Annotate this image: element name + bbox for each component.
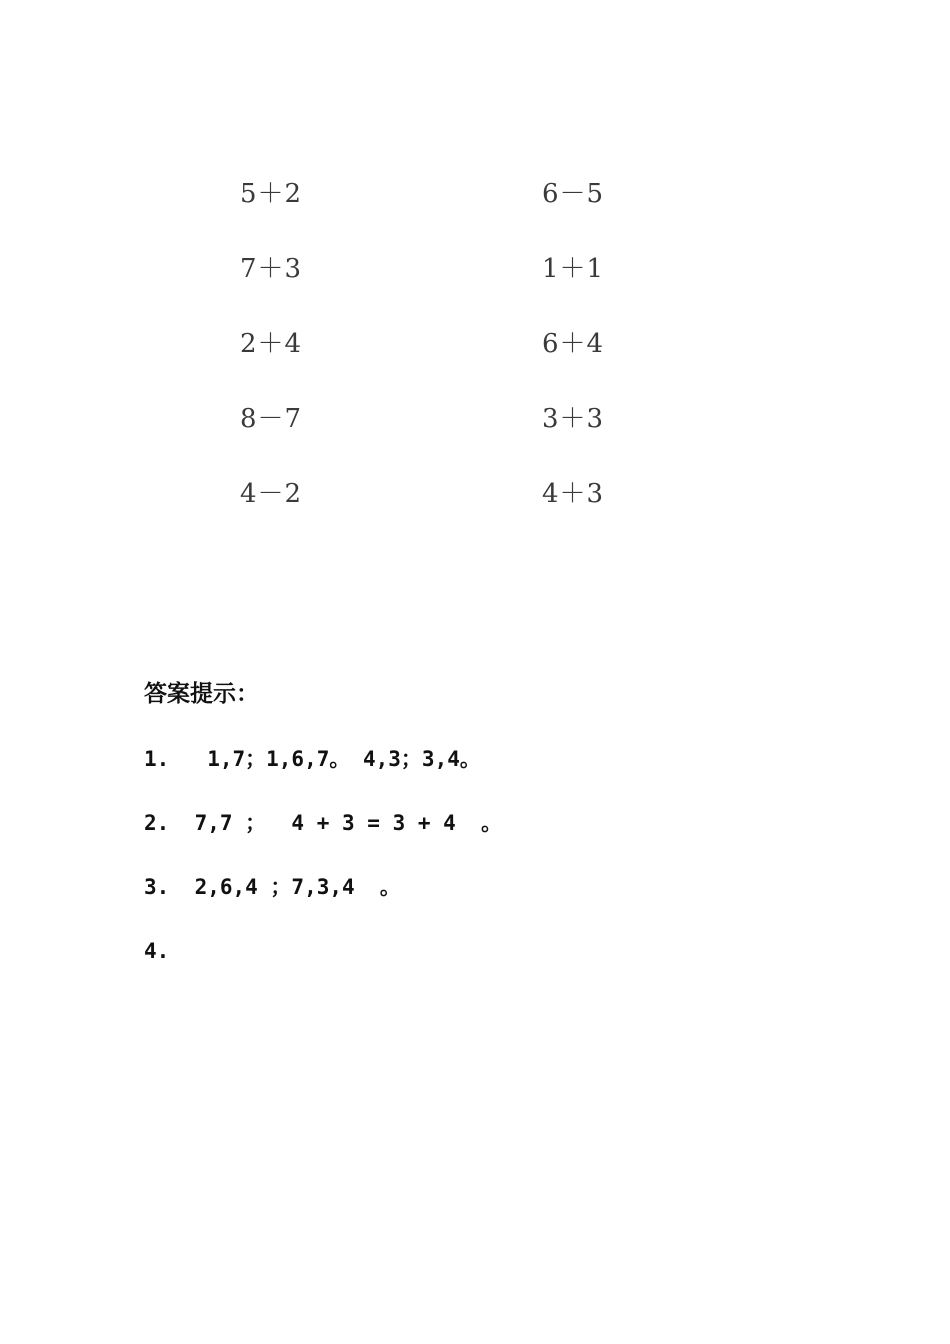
answer-section-title: 答案提示： <box>144 681 259 707</box>
answer-line-2: 2. 7,7 ； 4 + 3 = 3 + 4 。 <box>144 811 503 835</box>
expression-left: 2＋4 <box>240 329 303 359</box>
expression-row <box>240 322 660 397</box>
expression-left: 5＋2 <box>240 179 303 209</box>
expression-right: 6＋4 <box>542 329 605 359</box>
expression-row <box>240 247 660 322</box>
expression-row <box>240 397 660 472</box>
expression-right: 3＋3 <box>542 404 605 434</box>
expression-right: 4＋3 <box>542 479 605 509</box>
answer-line-1: 1. 1,7；1,6,7。 4,3；3,4。 <box>144 747 481 771</box>
expression-row <box>240 472 660 547</box>
answer-line-3: 3. 2,6,4 ；7,3,4 。 <box>144 875 401 899</box>
answer-line-4: 4. <box>144 939 170 963</box>
expression-grid <box>240 172 660 547</box>
expression-right: 6－5 <box>542 179 605 209</box>
answer-section <box>144 676 844 998</box>
expression-left: 7＋3 <box>240 254 303 284</box>
expression-right: 1＋1 <box>542 254 605 284</box>
expression-row <box>240 172 660 247</box>
expression-left: 4－2 <box>240 479 303 509</box>
expression-left: 8－7 <box>240 404 303 434</box>
